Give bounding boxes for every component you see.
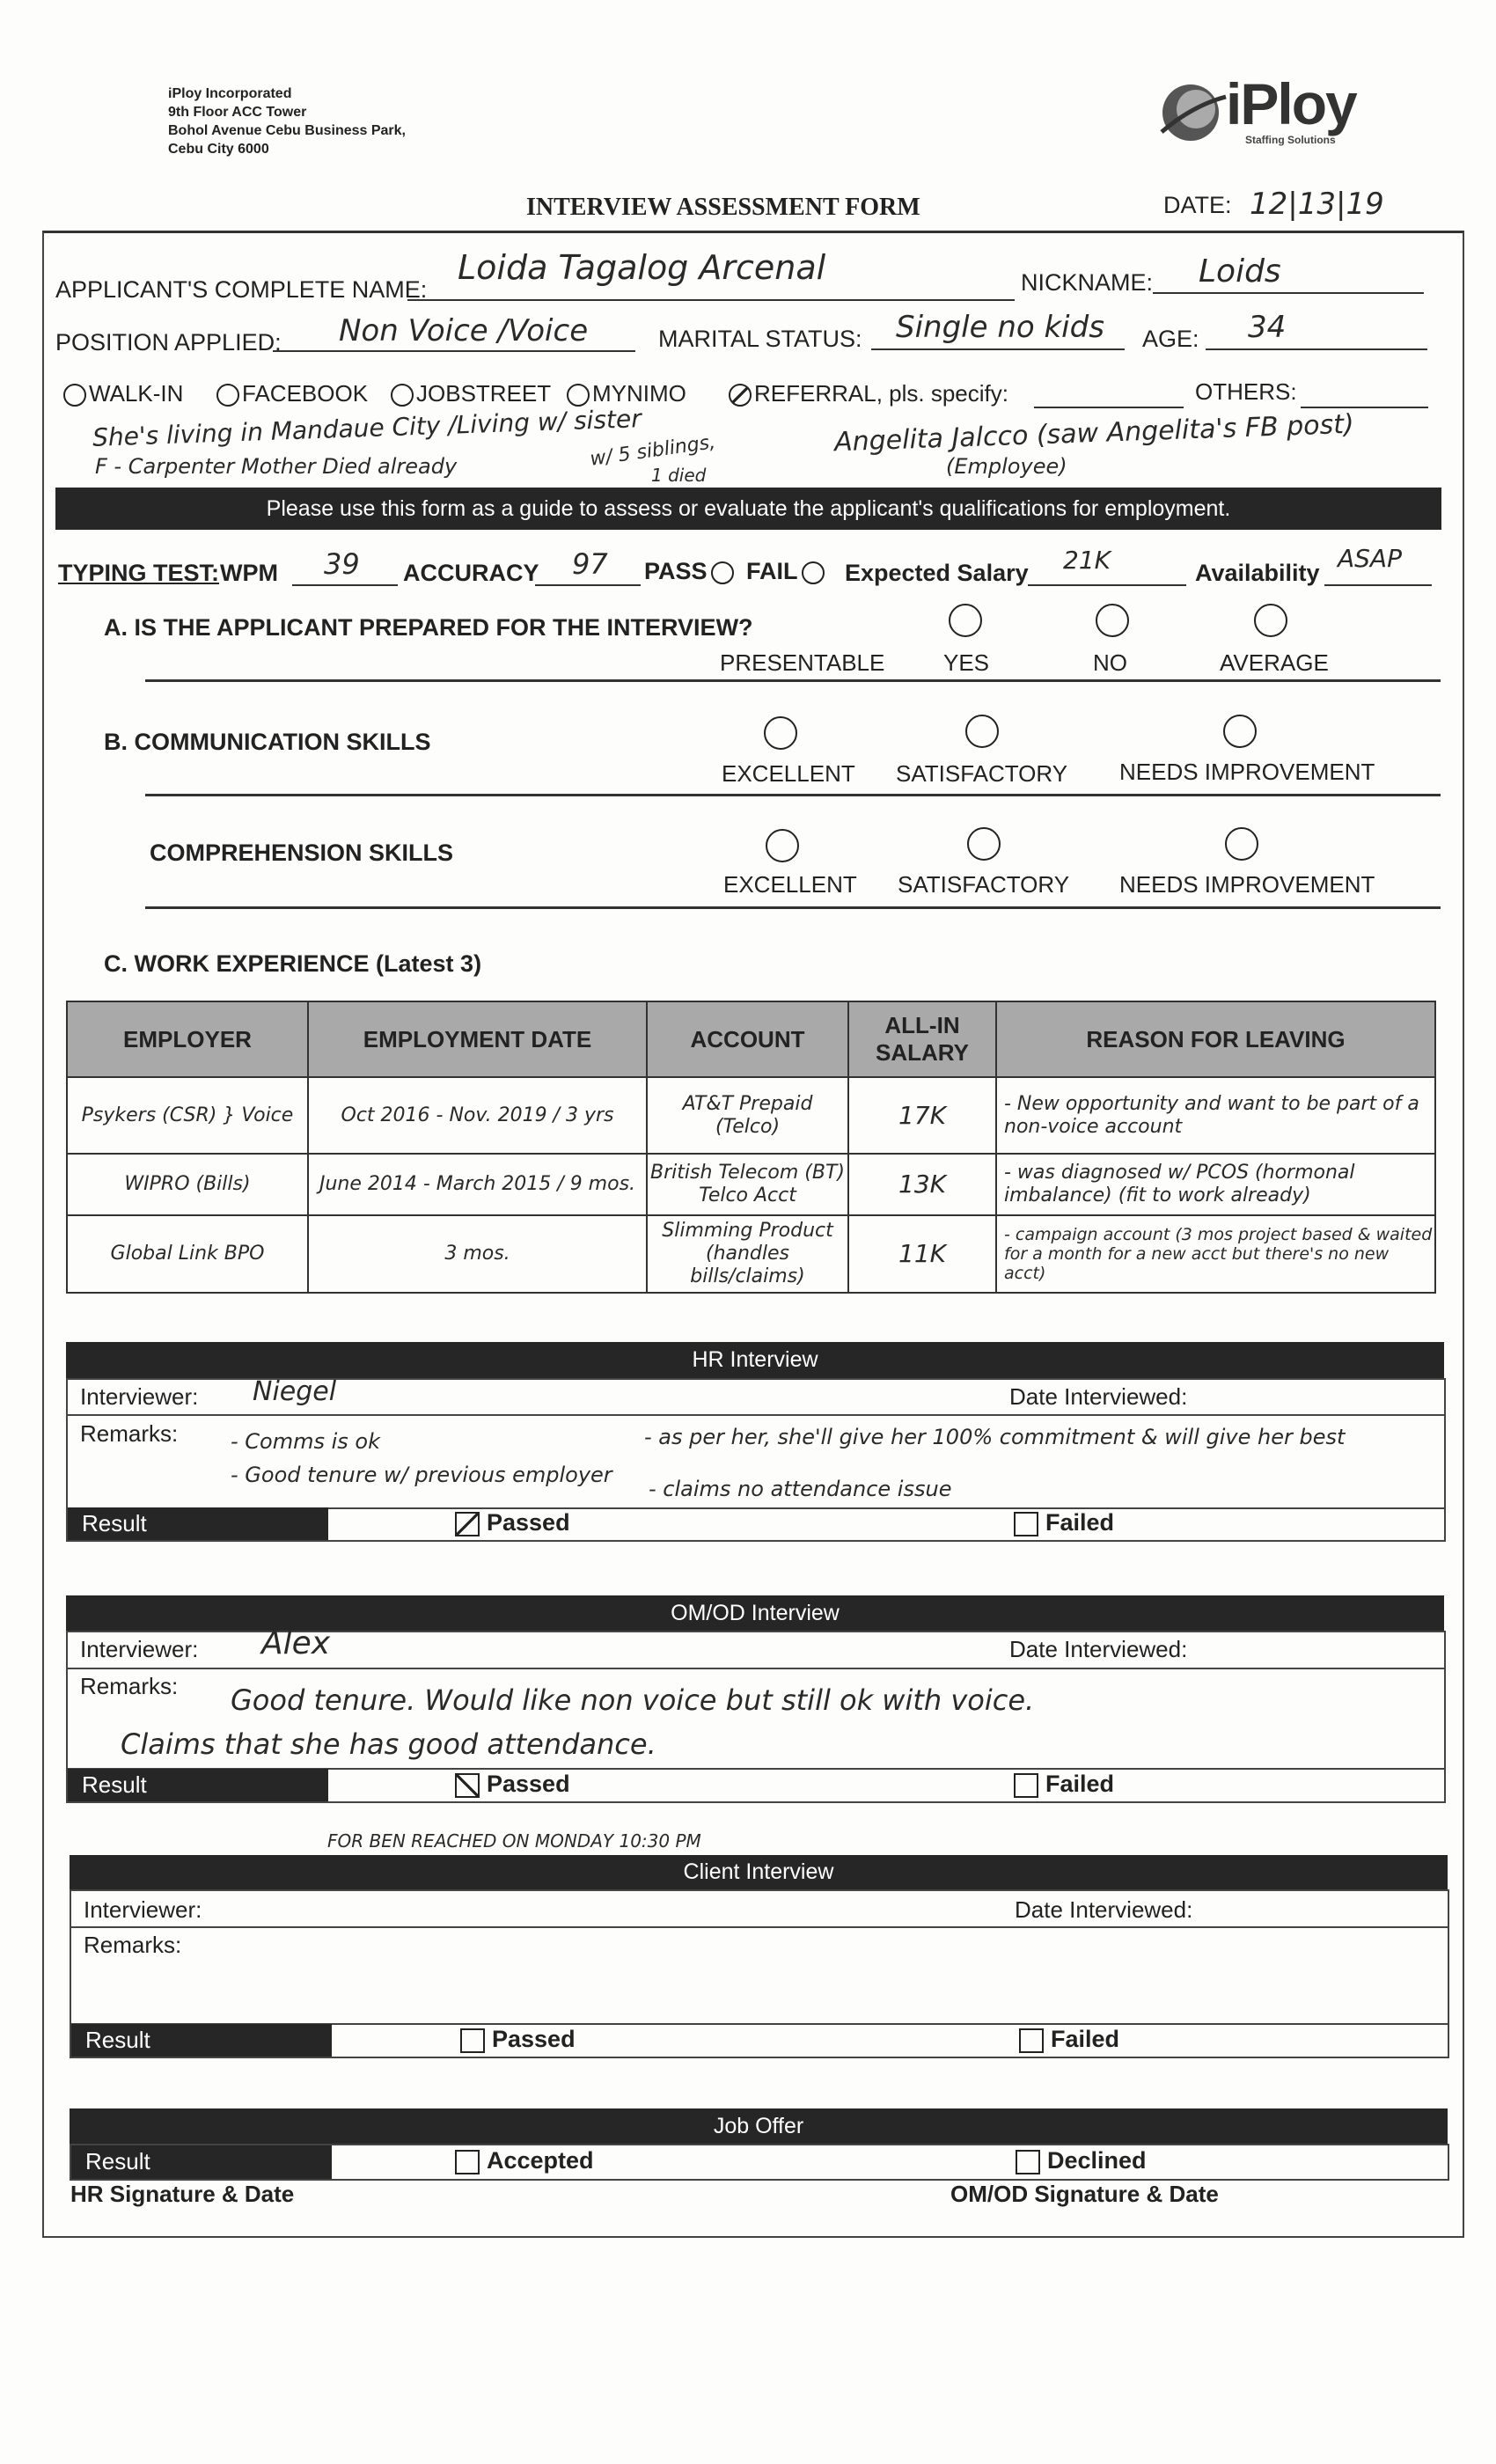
applicant-name[interactable]: Loida Tagalog Arcenal (458, 248, 826, 287)
hr-remark: - as per her, she'll give her 100% commitment & will give her best (644, 1425, 1346, 1449)
note-parents: F - Carpenter Mother Died already (95, 454, 458, 479)
client-interview-header: Client Interview (70, 1855, 1448, 1889)
availability-value[interactable]: ASAP (1338, 544, 1402, 573)
cell: - campaign account (3 mos project based & waited for a month for a new acct but there's no new acct) (996, 1215, 1435, 1293)
option-needs-improvement: NEEDS IMPROVEMENT (1119, 871, 1375, 898)
section-c-title: C. WORK EXPERIENCE (Latest 3) (104, 950, 482, 977)
option-excellent: EXCELLENT (723, 871, 857, 898)
marital-label: MARITAL STATUS: (658, 326, 862, 352)
divider (145, 679, 1441, 682)
source-mynimo[interactable]: MYNIMO (567, 380, 686, 407)
age-label: AGE: (1142, 326, 1199, 352)
omod-failed-checkbox[interactable]: Failed (1014, 1771, 1114, 1798)
result-label: Result (71, 2145, 332, 2179)
accuracy-line (535, 584, 641, 586)
omod-signature-label: OM/OD Signature & Date (950, 2181, 1219, 2207)
accuracy-label: ACCURACY (403, 560, 539, 586)
globe-icon (1157, 70, 1228, 154)
hr-interviewer-value[interactable]: Niegel (253, 1376, 337, 1407)
cell: 3 mos. (308, 1215, 647, 1293)
job-offer-header: Job Offer (70, 2108, 1448, 2144)
omod-interviewer-value[interactable]: Alex (261, 1625, 331, 1661)
source-referral[interactable]: REFERRAL, pls. specify: (729, 380, 1008, 407)
cell: Global Link BPO (67, 1215, 308, 1293)
hr-failed-checkbox[interactable]: Failed (1014, 1509, 1114, 1536)
nickname-label: NICKNAME: (1021, 269, 1154, 296)
note-referral: Angelita Jalcco (saw Angelita's FB post) (833, 408, 1355, 458)
cell: - was diagnosed w/ PCOS (hormonal imbalance) (fit to work already) (996, 1154, 1435, 1215)
others-line (1301, 407, 1428, 408)
checkbox-icon (1019, 2028, 1044, 2053)
company-logo: iPloy Staffing Solutions (1157, 70, 1395, 154)
accuracy-value[interactable]: 97 (572, 547, 608, 581)
source-facebook[interactable]: FACEBOOK (216, 380, 368, 407)
presentable-label: PRESENTABLE (720, 649, 885, 676)
job-offer-box (70, 2144, 1449, 2181)
radio-comm-needs-improvement[interactable] (1223, 715, 1257, 748)
radio-yes[interactable] (949, 604, 982, 637)
company-address: iPloy Incorporated 9th Floor ACC Tower Bohol Avenue Cebu Business Park, Cebu City 6000 (168, 86, 406, 157)
availability-line (1324, 584, 1432, 586)
age-line (1206, 348, 1427, 350)
interviewer-label: Interviewer: (80, 1636, 199, 1662)
client-failed-checkbox[interactable]: Failed (1019, 2026, 1119, 2053)
divider (145, 794, 1441, 796)
note-referral-employee: (Employee) (946, 454, 1067, 479)
form-title: INTERVIEW ASSESSMENT FORM (526, 194, 920, 221)
checkbox-checked-icon (455, 1512, 480, 1536)
option-excellent: EXCELLENT (722, 760, 855, 787)
result-label: Result (71, 2024, 332, 2057)
radio-comm-satisfactory[interactable] (965, 715, 999, 748)
wpm-line (292, 584, 398, 586)
hr-interview-header: HR Interview (66, 1342, 1444, 1378)
cell: - New opportunity and want to be part of a non-voice account (996, 1077, 1435, 1154)
typing-test-label: TYPING TEST: (58, 560, 220, 586)
cell: 11K (848, 1215, 996, 1293)
radio-icon (567, 384, 590, 407)
table-header-row (67, 1001, 1435, 1077)
remarks-label: Remarks: (84, 1932, 182, 1958)
source-jobstreet[interactable]: JOBSTREET (391, 380, 551, 407)
note-living: She's living in Mandaue City /Living w/ sister (92, 404, 642, 452)
accepted-checkbox[interactable]: Accepted (455, 2147, 594, 2174)
cell: AT&T Prepaid (Telco) (647, 1077, 848, 1154)
hr-remark: - Comms is ok (231, 1429, 381, 1454)
date-interviewed-label: Date Interviewed: (1009, 1383, 1188, 1410)
cell: June 2014 - March 2015 / 9 mos. (308, 1154, 647, 1215)
work-experience-table (66, 1001, 1436, 1294)
cell: 17K (848, 1077, 996, 1154)
nickname-line (1153, 292, 1424, 294)
option-yes: YES (943, 649, 990, 676)
others-label: OTHERS: (1195, 378, 1297, 405)
comprehension-title: COMPREHENSION SKILLS (150, 840, 454, 866)
remarks-label: Remarks: (80, 1673, 179, 1699)
omod-interview-box (66, 1625, 1446, 1803)
endorsement-note: FOR BEN REACHED ON MONDAY 10:30 PM (327, 1830, 701, 1852)
age-value[interactable]: 34 (1248, 310, 1287, 345)
option-no: NO (1093, 649, 1127, 676)
cell: Slimming Product (handles bills/claims) (647, 1215, 848, 1293)
hr-interview-box (66, 1378, 1446, 1542)
col-account: ACCOUNT (647, 1001, 848, 1077)
col-reason: REASON FOR LEAVING (996, 1001, 1435, 1077)
note-sibling-died: 1 died (651, 465, 707, 486)
radio-checked-icon (729, 384, 752, 407)
cell: Psykers (CSR) } Voice (67, 1077, 308, 1154)
omod-remark: Claims that she has good attendance. (121, 1727, 656, 1761)
expected-salary-label: Expected Salary (845, 560, 1029, 586)
referral-line (1034, 407, 1184, 408)
radio-icon (802, 561, 825, 584)
col-employer: EMPLOYER (67, 1001, 308, 1077)
radio-no[interactable] (1096, 604, 1129, 637)
fail-option[interactable]: FAIL (746, 558, 827, 585)
checkbox-icon (1014, 1512, 1038, 1536)
cell: British Telecom (BT) Telco Acct (647, 1154, 848, 1215)
pass-option[interactable]: PASS (644, 558, 737, 585)
client-interview-box (70, 1889, 1449, 2058)
option-satisfactory: SATISFACTORY (896, 760, 1068, 787)
checkbox-checked-icon (455, 1773, 480, 1798)
wpm-value[interactable]: 39 (324, 547, 360, 581)
radio-comp-needs-improvement[interactable] (1225, 827, 1258, 861)
col-employment-date: EMPLOYMENT DATE (308, 1001, 647, 1077)
instruction-banner: Please use this form as a guide to assess or evaluate the applicant's qualifications for employment. (55, 488, 1441, 530)
interviewer-label: Interviewer: (84, 1896, 202, 1923)
omod-remark: Good tenure. Would like non voice but still ok with voice. (231, 1683, 1035, 1717)
marital-line (871, 348, 1125, 350)
hr-remark: - Good tenure w/ previous employer (231, 1463, 612, 1487)
table-row (67, 1154, 1435, 1215)
date-interviewed-label: Date Interviewed: (1009, 1636, 1188, 1662)
radio-icon (63, 384, 86, 407)
position-label: POSITION APPLIED: (55, 329, 282, 356)
table-row (67, 1077, 1435, 1154)
cell: 13K (848, 1154, 996, 1215)
cell: WIPRO (Bills) (67, 1154, 308, 1215)
checkbox-icon (460, 2028, 485, 2053)
option-average: AVERAGE (1220, 649, 1329, 676)
radio-average[interactable] (1254, 604, 1287, 637)
hr-remark: - claims no attendance issue (649, 1477, 952, 1501)
expected-salary-value[interactable]: 21K (1063, 546, 1111, 575)
cell: Oct 2016 - Nov. 2019 / 3 yrs (308, 1077, 647, 1154)
radio-icon (216, 384, 239, 407)
name-line (407, 299, 1015, 301)
radio-icon (391, 384, 414, 407)
checkbox-icon (455, 2150, 480, 2174)
marital-value[interactable]: Single no kids (896, 310, 1104, 345)
checkbox-icon (1014, 1773, 1038, 1798)
position-line (273, 350, 635, 352)
table-row (67, 1215, 1435, 1293)
radio-icon (711, 561, 734, 584)
note-siblings: w/ 5 siblings, (588, 431, 717, 471)
option-satisfactory: SATISFACTORY (898, 871, 1070, 898)
availability-label: Availability (1195, 560, 1320, 586)
date-value: 12|13|19 (1250, 187, 1384, 222)
hr-passed-checkbox[interactable]: Passed (455, 1509, 570, 1536)
omod-passed-checkbox[interactable]: Passed (455, 1771, 570, 1798)
radio-comp-excellent[interactable] (766, 829, 799, 862)
radio-comm-excellent[interactable] (764, 716, 797, 750)
date-label: DATE: (1163, 192, 1232, 218)
remarks-label: Remarks: (80, 1420, 179, 1447)
omod-interview-header: OM/OD Interview (66, 1595, 1444, 1631)
source-walk-in[interactable]: WALK-IN (63, 380, 183, 407)
declined-checkbox[interactable]: Declined (1016, 2147, 1147, 2174)
divider (145, 906, 1441, 909)
section-b-title: B. COMMUNICATION SKILLS (104, 729, 431, 755)
wpm-label: WPM (220, 560, 278, 586)
checkbox-icon (1016, 2150, 1040, 2174)
name-label: APPLICANT'S COMPLETE NAME: (55, 276, 428, 303)
position-value[interactable]: Non Voice /Voice (339, 313, 589, 348)
client-passed-checkbox[interactable]: Passed (460, 2026, 576, 2053)
col-salary: ALL-IN SALARY (848, 1001, 996, 1077)
date-interviewed-label: Date Interviewed: (1015, 1896, 1193, 1923)
nickname-value[interactable]: Loids (1199, 253, 1281, 290)
option-needs-improvement: NEEDS IMPROVEMENT (1119, 759, 1375, 785)
result-label: Result (68, 1769, 328, 1801)
hr-signature-label: HR Signature & Date (70, 2181, 295, 2207)
interviewer-label: Interviewer: (80, 1383, 199, 1410)
radio-comp-satisfactory[interactable] (967, 827, 1001, 861)
salary-line (1028, 584, 1186, 586)
section-a-title: A. IS THE APPLICANT PREPARED FOR THE INTERVIEW? (104, 614, 753, 641)
result-label: Result (68, 1507, 328, 1540)
